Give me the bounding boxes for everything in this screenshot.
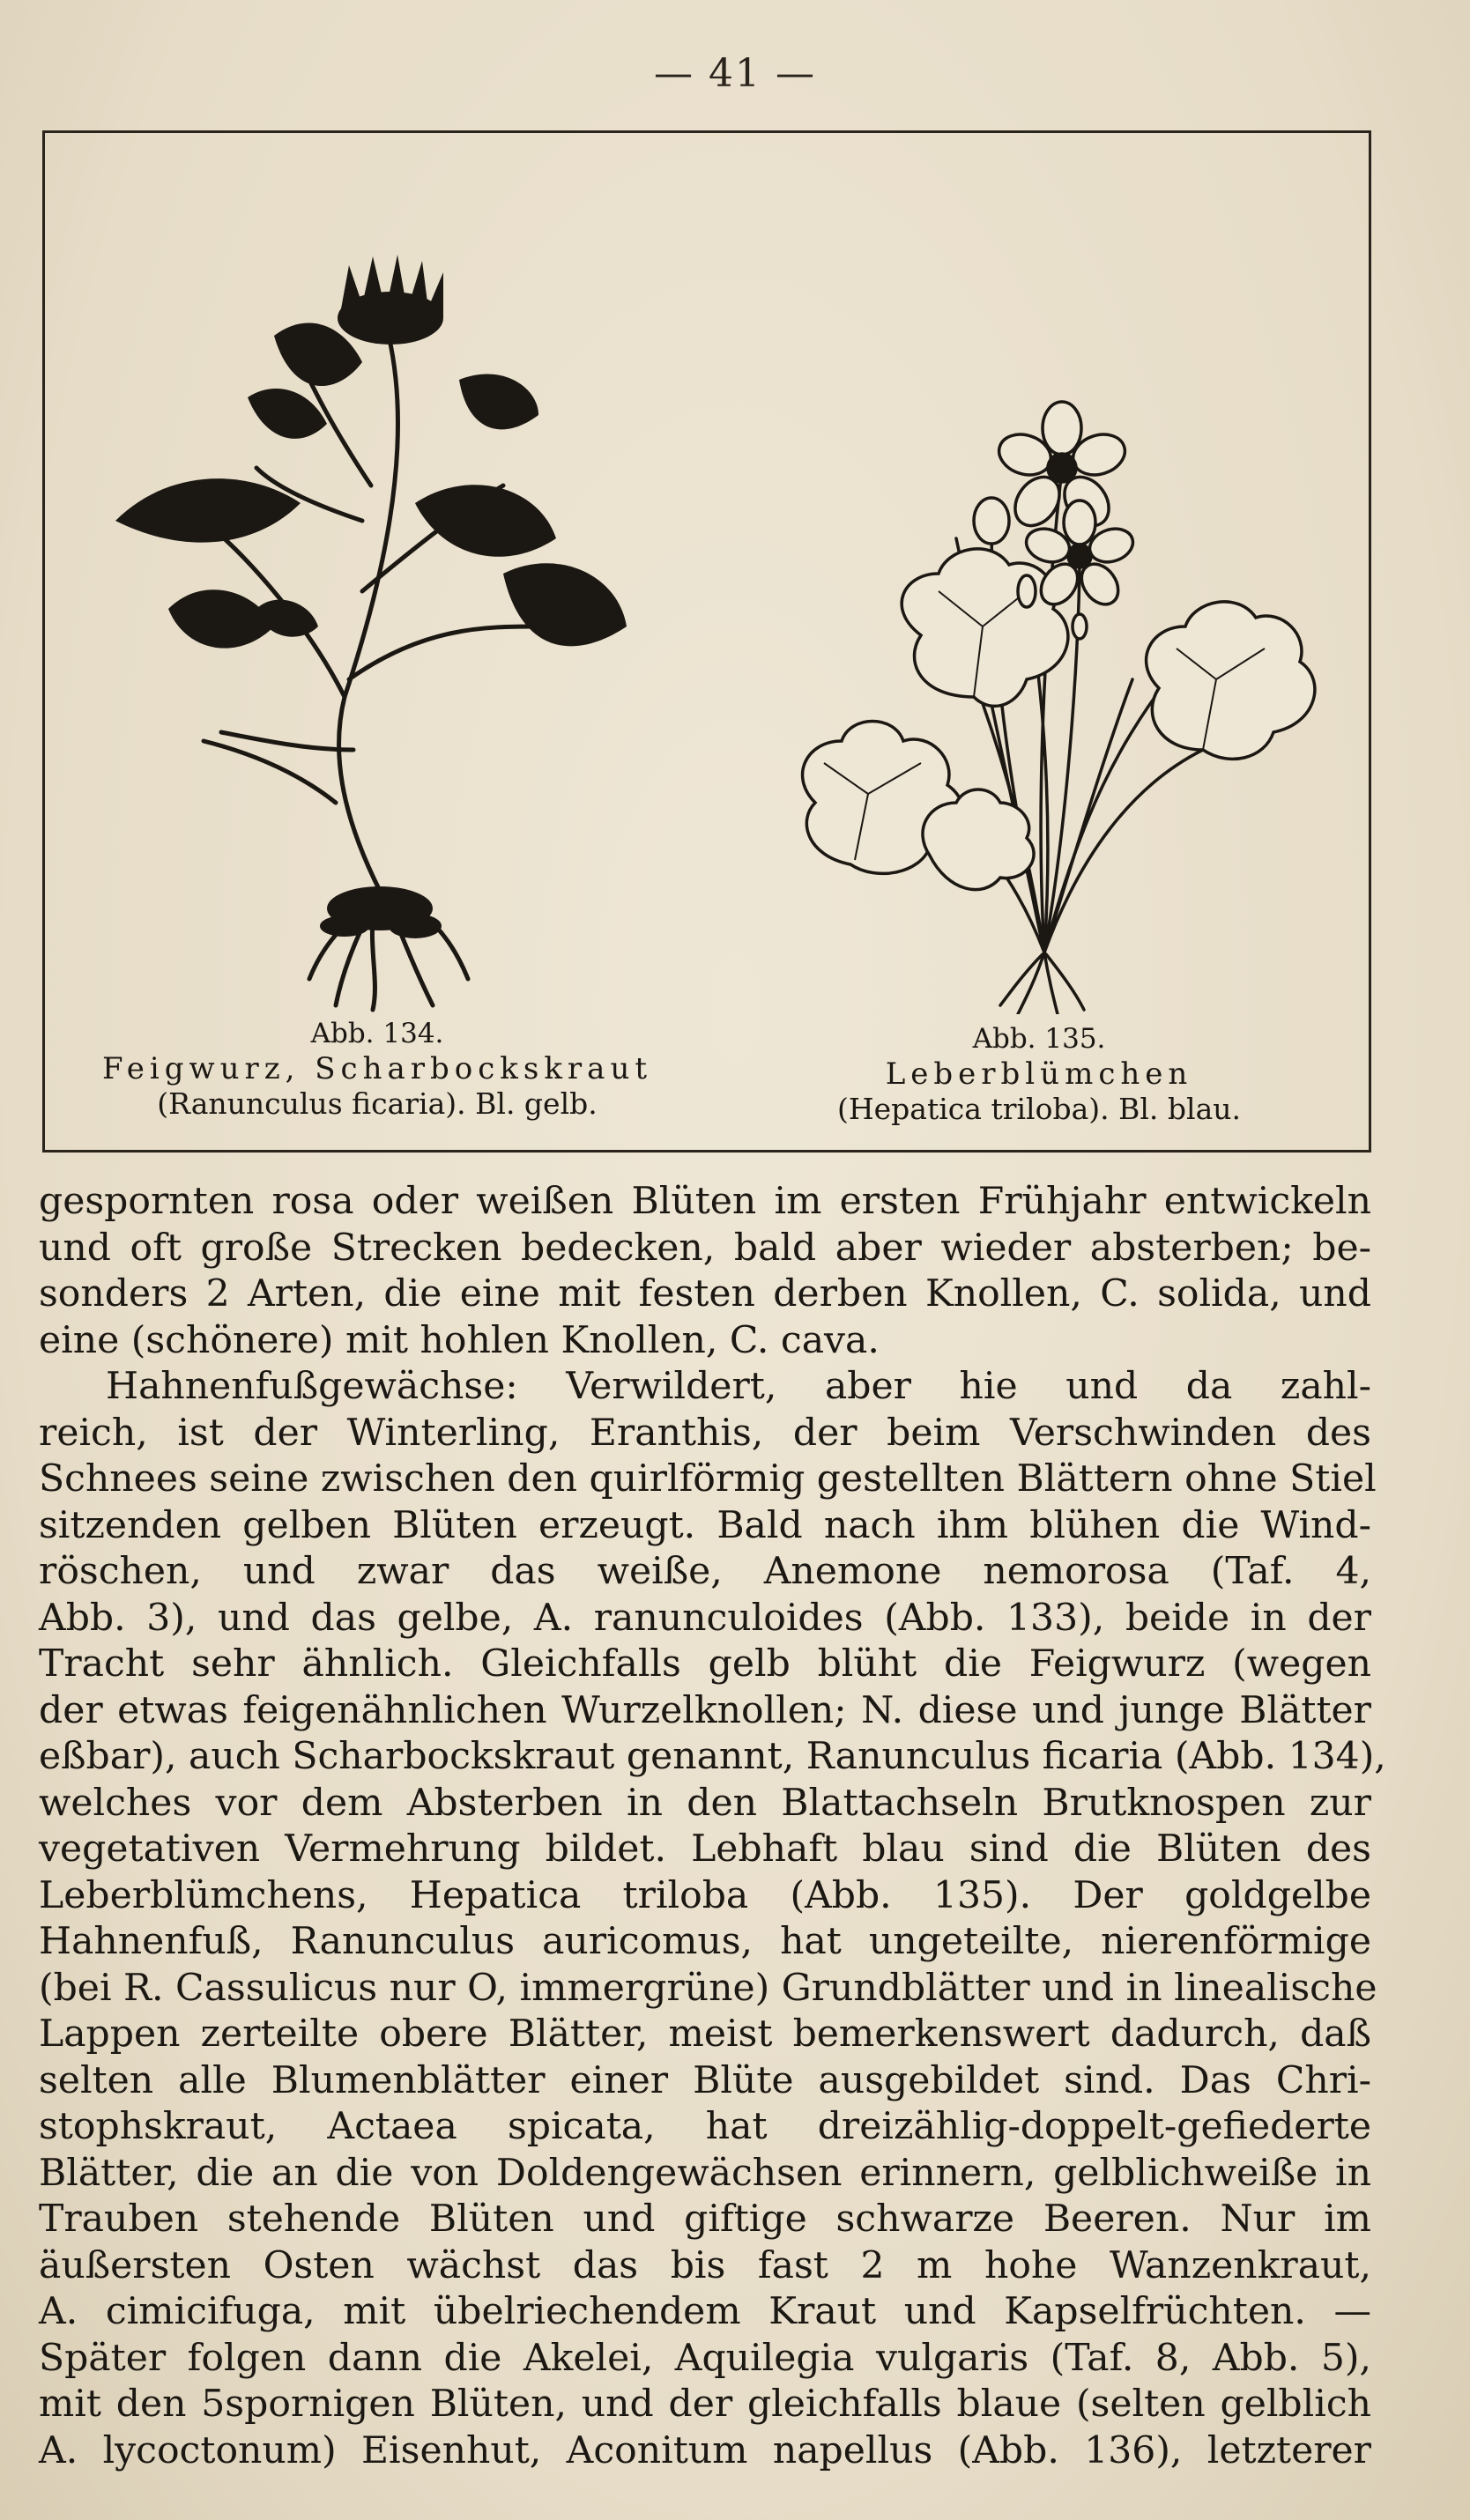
text-line: Schnees seine zwischen den quirlförmig gestellten Blättern ohne Stiel: [39, 1457, 1377, 1501]
text-line: äußersten Osten wächst das bis fast 2 m hohe Wanzenkraut,: [39, 2243, 1371, 2287]
ficaria-flower: [338, 255, 443, 345]
text-line: eine (schönere) mit hohlen Knollen, C. cava.: [39, 1318, 880, 1362]
text-line: selten alle Blumenblätter einer Blüte ausgebildet sind. Das Chri-: [39, 2058, 1371, 2102]
ficaria-stem-3: [349, 626, 538, 679]
text-line: der etwas feigenähnlichen Wurzelknollen; N. diese und junge Blätter: [39, 1688, 1371, 1732]
text-line: vegetativen Vermehrung bildet. Lebhaft blau sind die Blüten des: [39, 1827, 1371, 1871]
text-line: welches vor dem Absterben in den Blattachseln Brutknospen zur: [39, 1781, 1371, 1825]
text-line: stophskraut, Actaea spicata, hat dreizählig-doppelt-gefiederte: [39, 2105, 1371, 2148]
text-line: Trauben stehende Blüten und giftige schwarze Beeren. Nur im: [39, 2198, 1371, 2241]
ficaria-stem-5: [309, 380, 371, 485]
text-line: A. lycoctonum) Eisenhut, Aconitum napellus (Abb. 136), letzterer: [39, 2428, 1371, 2472]
text-line: Abb. 3), und das gelbe, A. ranunculoides (Abb. 133), beide in der: [39, 1596, 1371, 1640]
text-line: reich, ist der Winterling, Eranthis, der beim Verschwinden des: [39, 1411, 1371, 1455]
figure-135-number: Abb. 135.: [972, 1023, 1106, 1055]
text-line: eßbar), auch Scharbockskraut genannt, Ranunculus ficaria (Abb. 134),: [39, 1735, 1386, 1778]
ficaria-illustration: [45, 133, 709, 1014]
text-line: sonders 2 Arten, die eine mit festen derben Knollen, C. solida, und: [39, 1272, 1371, 1316]
text-line: sitzenden gelben Blüten erzeugt. Bald nach ihm blühen die Wind-: [39, 1503, 1371, 1547]
hepatica-illustration: [709, 133, 1369, 1014]
ficaria-stem-main: [339, 336, 398, 891]
figure-134-caption: [45, 1016, 709, 1122]
text-line: Lappen zerteilte obere Blätter, meist bemerkenswert dadurch, daß: [39, 2012, 1371, 2056]
text-line: gespornten rosa oder weißen Blüten im ersten Frühjahr entwickeln: [39, 1180, 1371, 1223]
figure-135-caption: [709, 1021, 1369, 1127]
text-line: Hahnenfuß, Ranunculus auricomus, hat ungeteilte, nierenförmige: [39, 1920, 1371, 1963]
figure-134-number: Abb. 134.: [310, 1018, 444, 1049]
illustration-frame: [42, 130, 1371, 1153]
text-line: röschen, und zwar das weiße, Anemone nemorosa (Taf. 4,: [39, 1550, 1371, 1593]
figure-134: [45, 133, 709, 1150]
text-line: Tracht sehr ähnlich. Gleichfalls gelb blüht die Feigwurz (wegen: [39, 1642, 1371, 1686]
page-number: — 41 —: [654, 51, 816, 96]
text-line: und oft große Strecken bedecken, bald aber wieder absterben; be-: [39, 1226, 1371, 1270]
text-line: Später folgen dann die Akelei, Aquilegia vulgaris (Taf. 8, Abb. 5),: [39, 2336, 1371, 2380]
text-line: A. cimicifuga, mit übelriechendem Kraut und Kapselfrüchten. —: [39, 2290, 1371, 2333]
ficaria-stem-7: [221, 732, 353, 750]
text-line: mit den 5spornigen Blüten, und der gleichfalls blaue (selten gelblich: [39, 2383, 1371, 2426]
ficaria-stem-8: [204, 741, 336, 803]
figure-134-name-la: (Ranunculus ficaria). Bl. gelb.: [157, 1086, 598, 1121]
figure-135: [709, 133, 1369, 1150]
figure-134-name-de: Feigwurz, Scharbockskraut: [101, 1051, 653, 1086]
text-line: Leberblümchens, Hepatica triloba (Abb. 135). Der goldgelbe: [39, 1873, 1371, 1917]
body-text: [39, 1179, 1386, 2474]
ficaria-tubers: [320, 886, 442, 938]
text-line: Blätter, die an die von Doldengewächsen erinnern, gelblichweiße in: [39, 2151, 1371, 2195]
figure-135-name-de: Leberblümchen: [885, 1056, 1193, 1092]
text-line: (bei R. Cassulicus nur O, immergrüne) Grundblätter und in linealische: [39, 1966, 1377, 2010]
text-line: Hahnenfußgewächse: Verwildert, aber hie und da zahl-: [106, 1365, 1371, 1408]
figure-135-name-la: (Hepatica triloba). Bl. blau.: [837, 1092, 1241, 1126]
